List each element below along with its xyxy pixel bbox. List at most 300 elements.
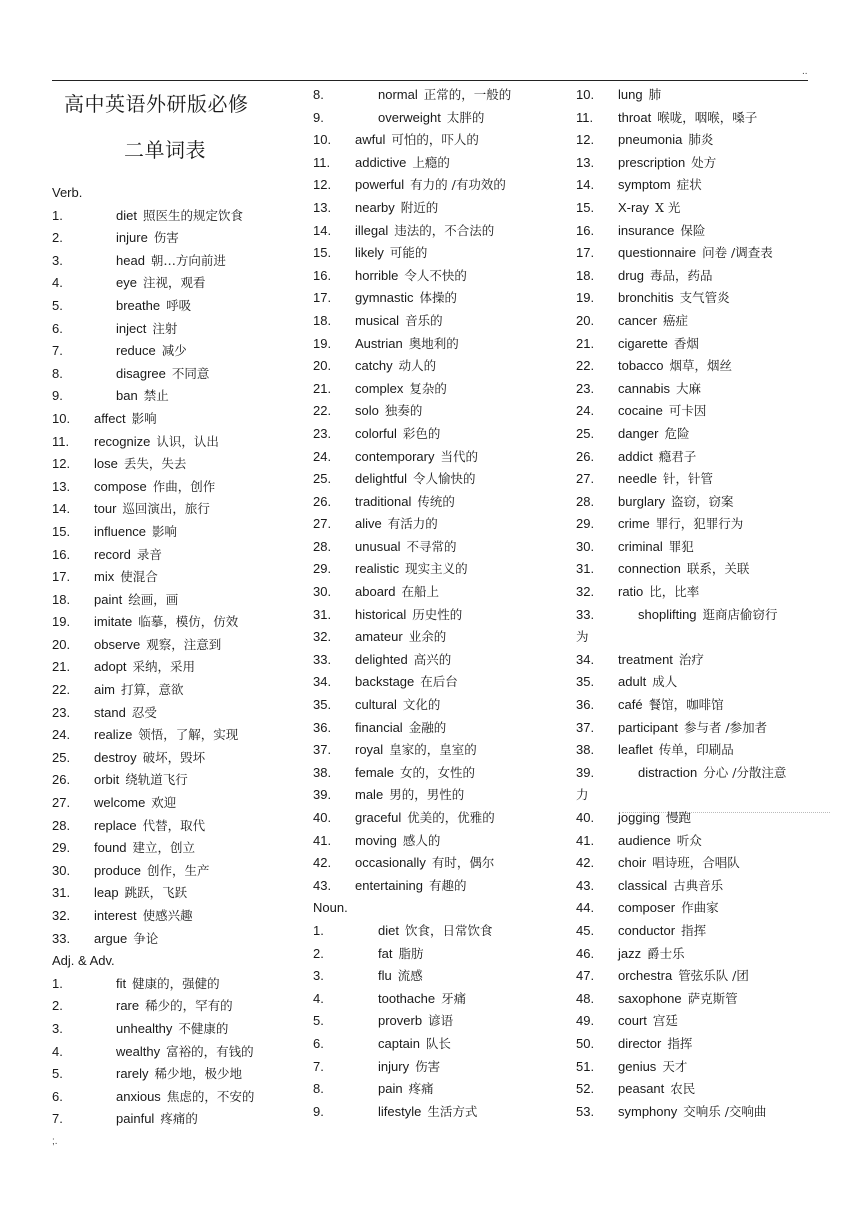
entry-number: 39. — [313, 787, 332, 803]
entry — [618, 152, 716, 175]
entry — [116, 995, 233, 1018]
vocab-row — [52, 905, 302, 928]
entry-number: 2. — [52, 998, 63, 1014]
entry-number: 28. — [313, 538, 332, 554]
entry-number: 24. — [313, 448, 332, 464]
chinese-meaning: 可怕的，吓人的 — [391, 132, 479, 148]
entry — [378, 107, 484, 130]
entry — [355, 739, 477, 762]
vocab-row — [313, 84, 563, 107]
vocab-row — [313, 626, 563, 649]
entry-number: 44. — [576, 900, 595, 916]
entry-number: 6. — [52, 1088, 63, 1104]
verb-list — [52, 205, 302, 951]
entry — [618, 446, 696, 469]
entry-number: 9. — [52, 388, 63, 404]
chinese-meaning: 令人愉快的 — [413, 471, 476, 487]
english-word: gymnastic — [355, 290, 414, 306]
entry — [116, 340, 187, 363]
entry-number: 19. — [52, 614, 71, 630]
chinese-meaning: 伤害 — [415, 1058, 441, 1074]
entry-number: 6. — [313, 1035, 324, 1051]
entry — [94, 837, 195, 860]
chinese-meaning: 毒品，药品 — [650, 267, 713, 283]
english-word: delighted — [355, 651, 408, 667]
vocab-row — [52, 860, 302, 883]
english-word: pneumonia — [618, 132, 683, 148]
entry — [355, 174, 506, 197]
vocab-row — [313, 694, 563, 717]
vocab-row — [313, 287, 563, 310]
vocab-row — [52, 363, 302, 386]
entry — [618, 558, 749, 581]
chinese-meaning: 天才 — [662, 1058, 688, 1074]
vocab-row — [52, 792, 302, 815]
english-word: royal — [355, 742, 384, 758]
chinese-meaning: 队长 — [425, 1035, 451, 1051]
entry — [355, 626, 446, 649]
document-title — [52, 84, 302, 182]
entry-number: 3. — [52, 1020, 63, 1036]
entry — [618, 1101, 766, 1124]
english-word: genius — [618, 1058, 657, 1074]
chinese-meaning: 指挥 — [681, 922, 707, 938]
title-line-1: 高中英语外研版必修 — [64, 92, 249, 116]
entry-number: 48. — [576, 990, 595, 1006]
entry — [618, 242, 773, 265]
vocab-row — [313, 129, 563, 152]
entry-number: 25. — [313, 471, 332, 487]
entry — [618, 174, 702, 197]
vocab-row — [313, 830, 563, 853]
vocab-row — [52, 1086, 302, 1109]
english-word: audience — [618, 832, 671, 848]
vocab-row — [52, 769, 302, 792]
english-word: lifestyle — [378, 1103, 422, 1119]
chinese-meaning: 建立，创立 — [132, 840, 196, 856]
english-word: breathe — [116, 297, 161, 313]
vocab-row — [52, 566, 302, 589]
entry-number: 22. — [576, 358, 595, 374]
vocab-row — [313, 536, 563, 559]
english-word: affect — [94, 410, 126, 426]
english-word: jogging — [618, 810, 660, 825]
chinese-meaning: 稀少的，罕有的 — [145, 998, 233, 1014]
entry-number: 30. — [576, 538, 595, 554]
entry — [378, 988, 466, 1011]
entry-number: 26. — [52, 772, 71, 788]
entry — [355, 558, 468, 581]
entry — [618, 491, 733, 514]
chinese-meaning: 分心 /分散注意 — [703, 764, 787, 780]
english-word: pain — [378, 1081, 403, 1097]
entry — [378, 1056, 440, 1079]
english-word: male — [355, 787, 384, 803]
vocab-row — [313, 491, 563, 514]
vocab-row — [576, 242, 826, 265]
entry-number: 39. — [576, 764, 595, 780]
entry-number: 13. — [52, 478, 71, 494]
entry — [355, 378, 447, 401]
english-word: adult — [618, 674, 647, 690]
english-word: aim — [94, 682, 115, 698]
vocab-row — [313, 220, 563, 243]
entry — [116, 1063, 242, 1086]
entry-number: 22. — [313, 403, 332, 419]
vocab-row — [576, 649, 826, 672]
vocab-row — [576, 920, 826, 943]
entry — [355, 694, 440, 717]
chinese-meaning: 疼痛 — [408, 1081, 434, 1097]
english-word: choir — [618, 855, 647, 871]
chinese-meaning: 农民 — [670, 1081, 696, 1097]
chinese-meaning: 注射 — [152, 320, 178, 336]
entry-number: 7. — [52, 1111, 63, 1127]
entry — [355, 242, 427, 265]
vocab-row — [313, 784, 563, 807]
entry — [355, 152, 450, 175]
entry-number: 11. — [313, 154, 331, 170]
vocab-row — [52, 702, 302, 725]
entry-number: 9. — [313, 1103, 324, 1119]
chinese-meaning: 录音 — [136, 546, 162, 562]
noun-list-continued — [576, 84, 826, 1123]
entry — [618, 807, 691, 830]
english-word: financial — [355, 719, 403, 735]
english-word: powerful — [355, 177, 405, 193]
vocab-row — [52, 589, 302, 612]
header-rule — [52, 80, 808, 81]
english-word: reduce — [116, 343, 156, 359]
chinese-meaning: 慢跑 — [665, 810, 691, 825]
entry-number: 45. — [576, 922, 595, 938]
english-word: imitate — [94, 614, 133, 630]
english-word: horrible — [355, 267, 399, 283]
entry-number: 33. — [313, 651, 332, 667]
entry — [355, 852, 494, 875]
english-word: catchy — [355, 358, 393, 374]
chinese-meaning: 听众 — [676, 832, 702, 848]
entry-number: 15. — [52, 523, 71, 539]
entry-number: 20. — [52, 636, 71, 652]
vocab-row — [52, 408, 302, 431]
entry — [378, 1033, 451, 1056]
entry — [378, 1101, 477, 1124]
english-word: head — [116, 252, 145, 268]
chinese-meaning: 喉咙，咽喉，嗓子 — [657, 109, 758, 125]
english-word: diet — [116, 207, 137, 223]
english-word: realistic — [355, 561, 400, 577]
english-word: saxophone — [618, 990, 682, 1006]
entry-number: 32. — [313, 629, 332, 645]
vocab-row — [52, 205, 302, 228]
entry-number: 23. — [576, 380, 595, 396]
entry — [116, 1018, 228, 1041]
vocab-row — [576, 604, 826, 627]
english-word: orbit — [94, 772, 120, 788]
english-word: flu — [378, 968, 392, 984]
entry — [116, 205, 243, 228]
english-word: treatment — [618, 651, 673, 667]
entry-number: 10. — [576, 87, 595, 102]
vocab-row — [576, 333, 826, 356]
vocab-row — [576, 536, 826, 559]
column-1 — [52, 84, 302, 1131]
vocab-row — [576, 197, 826, 220]
entry-number: 18. — [313, 312, 332, 328]
section-heading-noun: Noun. — [313, 900, 348, 916]
entry — [94, 566, 158, 589]
entry-number: 14. — [576, 177, 595, 193]
entry-number: 5. — [52, 297, 63, 313]
chinese-meaning: 唱诗班，合唱队 — [652, 855, 740, 871]
chinese-meaning: 附近的 — [400, 199, 439, 215]
entry-number: 10. — [52, 410, 71, 426]
english-word: conductor — [618, 922, 676, 938]
vocab-row — [52, 611, 302, 634]
entry — [116, 318, 177, 341]
entry-number: 50. — [576, 1035, 595, 1051]
entry-number: 12. — [313, 177, 332, 193]
english-word: ratio — [618, 584, 644, 600]
english-word: jazz — [618, 945, 642, 961]
chinese-meaning: 业余的 — [408, 629, 447, 645]
entry — [618, 287, 730, 310]
vocab-row — [52, 521, 302, 544]
english-word: compose — [94, 478, 147, 494]
chinese-meaning: 香烟 — [673, 335, 699, 351]
english-word: distraction — [638, 764, 698, 780]
entry-number: 19. — [313, 335, 332, 351]
entry — [618, 129, 713, 152]
vocab-row — [52, 250, 302, 273]
english-word: welcome — [94, 795, 146, 811]
chinese-meaning: 疼痛的 — [160, 1111, 198, 1127]
entry-number: 25. — [52, 749, 71, 765]
adj-list — [52, 973, 302, 1131]
english-word: injure — [116, 230, 148, 246]
english-word: colorful — [355, 425, 397, 441]
entry-number: 35. — [313, 697, 332, 713]
entry — [355, 807, 495, 830]
entry-number: 24. — [52, 727, 71, 743]
english-word: classical — [618, 877, 668, 893]
vocab-row — [52, 724, 302, 747]
chinese-meaning: 可能的 — [389, 245, 428, 261]
english-word: shoplifting — [638, 606, 697, 622]
entry-number: 40. — [576, 810, 595, 825]
vocab-row — [576, 84, 826, 107]
english-word: alive — [355, 516, 382, 532]
chinese-meaning: 富裕的，有钱的 — [166, 1043, 254, 1059]
english-word: toothache — [378, 990, 436, 1006]
entry-number: 11. — [576, 109, 594, 125]
entry-number: 26. — [576, 448, 595, 464]
vocab-row — [313, 671, 563, 694]
chinese-meaning: 奥地利的 — [408, 335, 459, 351]
column-3 — [576, 84, 826, 1123]
chinese-meaning: 比，比率 — [649, 584, 700, 600]
vocab-row — [52, 995, 302, 1018]
vocab-row — [52, 431, 302, 454]
entry — [116, 363, 209, 386]
chinese-meaning: 认识，认出 — [156, 433, 219, 449]
entry — [618, 717, 767, 740]
chinese-meaning: 危险 — [664, 425, 690, 441]
entry-number: 6. — [52, 320, 63, 336]
vocab-row — [52, 453, 302, 476]
chinese-meaning: 宫廷 — [652, 1013, 678, 1029]
entry — [355, 671, 458, 694]
english-word: realize — [94, 727, 133, 743]
chinese-meaning: 不寻常的 — [406, 538, 457, 554]
entry — [618, 852, 740, 875]
entry — [94, 702, 157, 725]
english-word: moving — [355, 832, 397, 848]
entry — [378, 1078, 434, 1101]
english-word: lose — [94, 456, 118, 472]
chinese-meaning: 罪行，犯罪行为 — [655, 516, 744, 532]
entry-number: 41. — [576, 832, 595, 848]
english-word: criminal — [618, 538, 663, 554]
chinese-meaning: 朝…方向前进 — [150, 252, 226, 268]
entry-number: 7. — [313, 1058, 324, 1074]
entry-number: 29. — [576, 516, 595, 532]
entry-number: 34. — [313, 674, 332, 690]
vocab-row — [313, 1010, 563, 1033]
entry-number: 27. — [52, 795, 71, 811]
english-word: destroy — [94, 749, 137, 765]
english-word: illegal — [355, 222, 389, 238]
entry — [94, 860, 210, 883]
chinese-meaning: 使混合 — [120, 569, 158, 585]
entry-number: 23. — [52, 704, 71, 720]
chinese-meaning: 成人 — [652, 674, 678, 690]
entry-number: 38. — [313, 764, 332, 780]
chinese-meaning: 支气管炎 — [679, 290, 730, 306]
entry-number: 20. — [576, 312, 595, 328]
chinese-meaning: 瘾君子 — [658, 448, 697, 464]
vocab-row — [576, 739, 826, 762]
entry — [355, 446, 478, 469]
vocab-row — [576, 174, 826, 197]
entry-number: 18. — [576, 267, 595, 283]
chinese-meaning: 太胖的 — [446, 109, 485, 125]
entry — [618, 220, 705, 243]
chinese-meaning: 临摹，模仿，仿效 — [138, 614, 239, 630]
entry-number: 38. — [576, 742, 595, 758]
vocab-row — [313, 920, 563, 943]
vocab-row — [576, 446, 826, 469]
vocab-row — [576, 807, 826, 830]
english-word: delightful — [355, 471, 408, 487]
vocab-row — [52, 837, 302, 860]
chinese-meaning: 注视，观看 — [142, 275, 206, 291]
entry-number: 17. — [313, 290, 332, 306]
entry-number: 8. — [313, 1081, 324, 1097]
chinese-meaning: 男的，男性的 — [389, 787, 465, 803]
vocab-row — [313, 513, 563, 536]
english-word: injury — [378, 1058, 410, 1074]
entry — [116, 1086, 254, 1109]
chinese-meaning: X 光 — [655, 199, 681, 215]
english-word: leaflet — [618, 742, 653, 758]
english-word: danger — [618, 425, 659, 441]
entry-number: 36. — [313, 719, 332, 735]
entry-number: 40. — [313, 810, 332, 825]
chinese-meaning: 丢失，失去 — [123, 456, 187, 472]
english-word: observe — [94, 636, 141, 652]
chinese-meaning: 不健康的 — [178, 1020, 229, 1036]
entry-number: 18. — [52, 591, 71, 607]
entry — [116, 1108, 198, 1131]
entry — [618, 943, 685, 966]
english-word: Austrian — [355, 335, 403, 351]
chinese-meaning: 烟草，烟丝 — [669, 358, 733, 374]
vocab-row — [313, 197, 563, 220]
chinese-meaning: 禁止 — [143, 388, 169, 404]
entry-number: 20. — [313, 358, 332, 374]
chinese-meaning: 音乐的 — [405, 312, 443, 328]
header-mark: .. — [802, 66, 808, 77]
entry — [94, 634, 221, 657]
english-word: complex — [355, 380, 404, 396]
entry-number: 26. — [313, 493, 332, 509]
english-word: paint — [94, 591, 123, 607]
entry — [378, 943, 423, 966]
entry-number: 10. — [313, 132, 332, 148]
english-word: traditional — [355, 493, 412, 509]
vocab-row — [52, 747, 302, 770]
entry — [355, 513, 438, 536]
entry — [94, 724, 238, 747]
entry-number: 42. — [313, 855, 332, 871]
entry — [618, 197, 680, 220]
vocab-row — [313, 1033, 563, 1056]
entry-number: 11. — [52, 433, 70, 449]
entry — [94, 928, 158, 951]
vocab-row — [52, 340, 302, 363]
vocab-row — [313, 717, 563, 740]
entry-number: 49. — [576, 1013, 595, 1029]
entry — [618, 468, 713, 491]
english-word: adopt — [94, 659, 127, 675]
english-word: contemporary — [355, 448, 435, 464]
english-word: aboard — [355, 584, 396, 600]
entry-number: 51. — [576, 1058, 595, 1074]
entry — [378, 1010, 453, 1033]
english-word: cancer — [618, 312, 658, 328]
vocab-row — [576, 107, 826, 130]
entry-number: 16. — [52, 546, 71, 562]
entry-number: 32. — [576, 584, 595, 600]
entry — [94, 521, 177, 544]
entry-number: 41. — [313, 832, 332, 848]
entry — [618, 84, 661, 107]
vocab-row — [576, 423, 826, 446]
footer-mark: ;. — [52, 1136, 58, 1147]
vocab-row — [576, 694, 826, 717]
vocab-row — [576, 220, 826, 243]
chinese-meaning: 萨克斯管 — [687, 990, 738, 1006]
chinese-meaning: 动人的 — [398, 358, 437, 374]
vocab-row — [313, 604, 563, 627]
entry — [116, 1041, 254, 1064]
chinese-meaning: 古典音乐 — [673, 877, 724, 893]
english-word: connection — [618, 561, 681, 577]
entry-number: 15. — [313, 245, 332, 261]
chinese-meaning: 有趣的 — [428, 877, 467, 893]
